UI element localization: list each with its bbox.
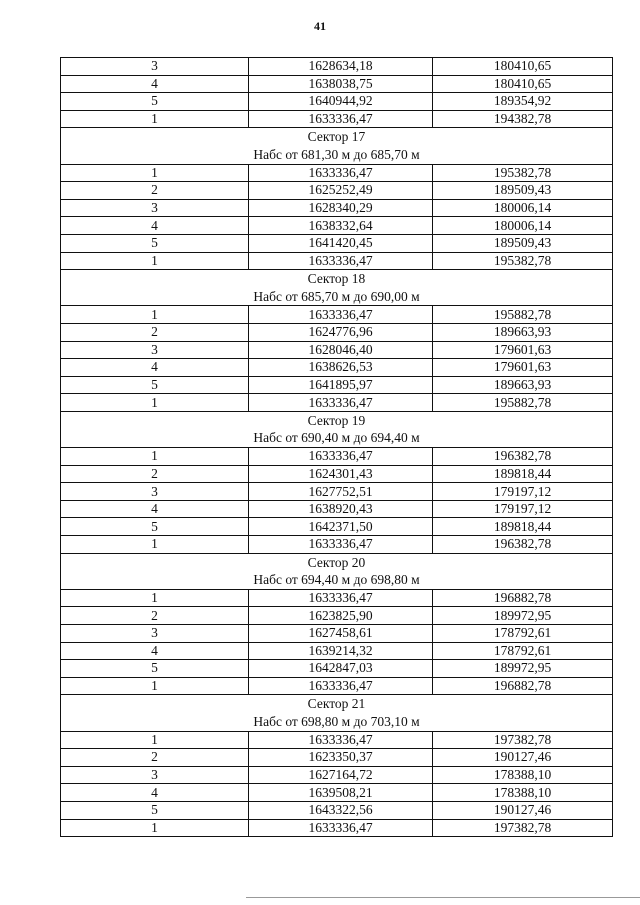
y-coordinate-cell: 189354,92 xyxy=(433,93,613,111)
point-number-cell: 5 xyxy=(61,801,249,819)
sector-header-cell xyxy=(61,128,613,164)
table-row xyxy=(61,749,613,767)
point-number-cell: 4 xyxy=(61,784,249,802)
point-number-cell: 4 xyxy=(61,642,249,660)
sector-title: Сектор 21 xyxy=(307,696,366,712)
sector-title: Сектор 17 xyxy=(307,129,366,145)
point-number-cell: 5 xyxy=(61,93,249,111)
x-coordinate-cell: 1633336,47 xyxy=(249,536,433,554)
y-coordinate-cell: 179601,63 xyxy=(433,341,613,359)
y-coordinate-cell: 195882,78 xyxy=(433,306,613,324)
y-coordinate-cell: 196382,78 xyxy=(433,536,613,554)
table-row xyxy=(61,376,613,394)
y-coordinate-cell: 178388,10 xyxy=(433,766,613,784)
x-coordinate-cell: 1624776,96 xyxy=(249,323,433,341)
y-coordinate-cell: 180006,14 xyxy=(433,217,613,235)
point-number-cell: 1 xyxy=(61,306,249,324)
point-number-cell: 1 xyxy=(61,110,249,128)
y-coordinate-cell: 196882,78 xyxy=(433,677,613,695)
x-coordinate-cell: 1633336,47 xyxy=(249,110,433,128)
y-coordinate-cell: 179197,12 xyxy=(433,483,613,501)
point-number-cell: 1 xyxy=(61,677,249,695)
x-coordinate-cell: 1623825,90 xyxy=(249,607,433,625)
table-row xyxy=(61,164,613,182)
point-number-cell: 2 xyxy=(61,323,249,341)
x-coordinate-cell: 1633336,47 xyxy=(249,589,433,607)
table-row xyxy=(61,359,613,377)
table-row xyxy=(61,819,613,837)
table-row xyxy=(61,801,613,819)
sector-header-cell xyxy=(61,553,613,589)
x-coordinate-cell: 1633336,47 xyxy=(249,306,433,324)
x-coordinate-cell: 1638626,53 xyxy=(249,359,433,377)
x-coordinate-cell: 1623350,37 xyxy=(249,749,433,767)
point-number-cell: 3 xyxy=(61,199,249,217)
sector-header-row xyxy=(61,128,613,164)
y-coordinate-cell: 195882,78 xyxy=(433,394,613,412)
y-coordinate-cell: 189509,43 xyxy=(433,182,613,200)
table-row xyxy=(61,642,613,660)
x-coordinate-cell: 1633336,47 xyxy=(249,252,433,270)
table-row xyxy=(61,341,613,359)
table-row xyxy=(61,731,613,749)
table-row xyxy=(61,518,613,536)
x-coordinate-cell: 1638332,64 xyxy=(249,217,433,235)
y-coordinate-cell: 196882,78 xyxy=(433,589,613,607)
x-coordinate-cell: 1641895,97 xyxy=(249,376,433,394)
x-coordinate-cell: 1640944,92 xyxy=(249,93,433,111)
table-row xyxy=(61,234,613,252)
y-coordinate-cell: 190127,46 xyxy=(433,801,613,819)
y-coordinate-cell: 197382,78 xyxy=(433,731,613,749)
sector-header-cell xyxy=(61,270,613,306)
y-coordinate-cell: 189972,95 xyxy=(433,660,613,678)
sector-header-row xyxy=(61,695,613,731)
point-number-cell: 1 xyxy=(61,819,249,837)
point-number-cell: 5 xyxy=(61,376,249,394)
y-coordinate-cell: 197382,78 xyxy=(433,819,613,837)
sector-altitude-range: Набс от 690,40 м до 694,40 м xyxy=(253,430,420,446)
point-number-cell: 4 xyxy=(61,75,249,93)
table-row xyxy=(61,660,613,678)
table-row xyxy=(61,58,613,76)
x-coordinate-cell: 1628046,40 xyxy=(249,341,433,359)
sector-altitude-range: Набс от 681,30 м до 685,70 м xyxy=(253,146,420,162)
sector-header-row xyxy=(61,553,613,589)
y-coordinate-cell: 195382,78 xyxy=(433,164,613,182)
x-coordinate-cell: 1639214,32 xyxy=(249,642,433,660)
bottom-rule xyxy=(246,897,640,898)
point-number-cell: 2 xyxy=(61,465,249,483)
table-row xyxy=(61,448,613,466)
y-coordinate-cell: 189663,93 xyxy=(433,376,613,394)
point-number-cell: 4 xyxy=(61,500,249,518)
sector-altitude-range: Набс от 685,70 м до 690,00 м xyxy=(253,288,420,304)
point-number-cell: 3 xyxy=(61,341,249,359)
x-coordinate-cell: 1624301,43 xyxy=(249,465,433,483)
sector-header-cell xyxy=(61,695,613,731)
table-row xyxy=(61,784,613,802)
x-coordinate-cell: 1641420,45 xyxy=(249,234,433,252)
point-number-cell: 1 xyxy=(61,164,249,182)
table-row xyxy=(61,607,613,625)
x-coordinate-cell: 1633336,47 xyxy=(249,819,433,837)
sector-title: Сектор 18 xyxy=(307,271,366,287)
table-row xyxy=(61,217,613,235)
point-number-cell: 4 xyxy=(61,217,249,235)
x-coordinate-cell: 1633336,47 xyxy=(249,731,433,749)
x-coordinate-cell: 1639508,21 xyxy=(249,784,433,802)
y-coordinate-cell: 189818,44 xyxy=(433,465,613,483)
point-number-cell: 2 xyxy=(61,749,249,767)
x-coordinate-cell: 1638038,75 xyxy=(249,75,433,93)
point-number-cell: 3 xyxy=(61,625,249,643)
table-row xyxy=(61,182,613,200)
point-number-cell: 1 xyxy=(61,448,249,466)
point-number-cell: 3 xyxy=(61,58,249,76)
table-row xyxy=(61,75,613,93)
point-number-cell: 1 xyxy=(61,536,249,554)
table-row xyxy=(61,589,613,607)
table-row xyxy=(61,536,613,554)
point-number-cell: 1 xyxy=(61,731,249,749)
y-coordinate-cell: 196382,78 xyxy=(433,448,613,466)
table-row xyxy=(61,677,613,695)
x-coordinate-cell: 1627458,61 xyxy=(249,625,433,643)
x-coordinate-cell: 1625252,49 xyxy=(249,182,433,200)
sector-title: Сектор 20 xyxy=(307,554,366,570)
point-number-cell: 4 xyxy=(61,359,249,377)
x-coordinate-cell: 1627164,72 xyxy=(249,766,433,784)
point-number-cell: 3 xyxy=(61,483,249,501)
point-number-cell: 1 xyxy=(61,252,249,270)
x-coordinate-cell: 1633336,47 xyxy=(249,394,433,412)
sector-header-row xyxy=(61,270,613,306)
table-row xyxy=(61,483,613,501)
y-coordinate-cell: 178792,61 xyxy=(433,625,613,643)
y-coordinate-cell: 178792,61 xyxy=(433,642,613,660)
y-coordinate-cell: 178388,10 xyxy=(433,784,613,802)
y-coordinate-cell: 180006,14 xyxy=(433,199,613,217)
table-row xyxy=(61,199,613,217)
coordinates-table-body xyxy=(61,58,613,837)
x-coordinate-cell: 1633336,47 xyxy=(249,164,433,182)
x-coordinate-cell: 1638920,43 xyxy=(249,500,433,518)
y-coordinate-cell: 189663,93 xyxy=(433,323,613,341)
table-row xyxy=(61,500,613,518)
coordinates-table xyxy=(60,57,613,837)
table-row xyxy=(61,394,613,412)
sector-header-row xyxy=(61,411,613,447)
table-row xyxy=(61,625,613,643)
x-coordinate-cell: 1642371,50 xyxy=(249,518,433,536)
sector-altitude-range: Набс от 698,80 м до 703,10 м xyxy=(253,713,420,729)
x-coordinate-cell: 1643322,56 xyxy=(249,801,433,819)
table-row xyxy=(61,110,613,128)
table-row xyxy=(61,93,613,111)
y-coordinate-cell: 180410,65 xyxy=(433,58,613,76)
x-coordinate-cell: 1628634,18 xyxy=(249,58,433,76)
point-number-cell: 2 xyxy=(61,607,249,625)
x-coordinate-cell: 1633336,47 xyxy=(249,448,433,466)
y-coordinate-cell: 189972,95 xyxy=(433,607,613,625)
point-number-cell: 5 xyxy=(61,518,249,536)
y-coordinate-cell: 179601,63 xyxy=(433,359,613,377)
table-row xyxy=(61,252,613,270)
x-coordinate-cell: 1633336,47 xyxy=(249,677,433,695)
point-number-cell: 5 xyxy=(61,660,249,678)
y-coordinate-cell: 179197,12 xyxy=(433,500,613,518)
point-number-cell: 5 xyxy=(61,234,249,252)
sector-title: Сектор 19 xyxy=(307,412,366,428)
x-coordinate-cell: 1642847,03 xyxy=(249,660,433,678)
table-row xyxy=(61,306,613,324)
sector-altitude-range: Набс от 694,40 м до 698,80 м xyxy=(253,572,420,588)
point-number-cell: 1 xyxy=(61,394,249,412)
point-number-cell: 1 xyxy=(61,589,249,607)
y-coordinate-cell: 190127,46 xyxy=(433,749,613,767)
table-row xyxy=(61,323,613,341)
table-row xyxy=(61,766,613,784)
y-coordinate-cell: 180410,65 xyxy=(433,75,613,93)
page-number: 41 xyxy=(314,19,326,33)
x-coordinate-cell: 1628340,29 xyxy=(249,199,433,217)
y-coordinate-cell: 189818,44 xyxy=(433,518,613,536)
y-coordinate-cell: 194382,78 xyxy=(433,110,613,128)
y-coordinate-cell: 195382,78 xyxy=(433,252,613,270)
y-coordinate-cell: 189509,43 xyxy=(433,234,613,252)
x-coordinate-cell: 1627752,51 xyxy=(249,483,433,501)
point-number-cell: 3 xyxy=(61,766,249,784)
point-number-cell: 2 xyxy=(61,182,249,200)
table-row xyxy=(61,465,613,483)
sector-header-cell xyxy=(61,411,613,447)
